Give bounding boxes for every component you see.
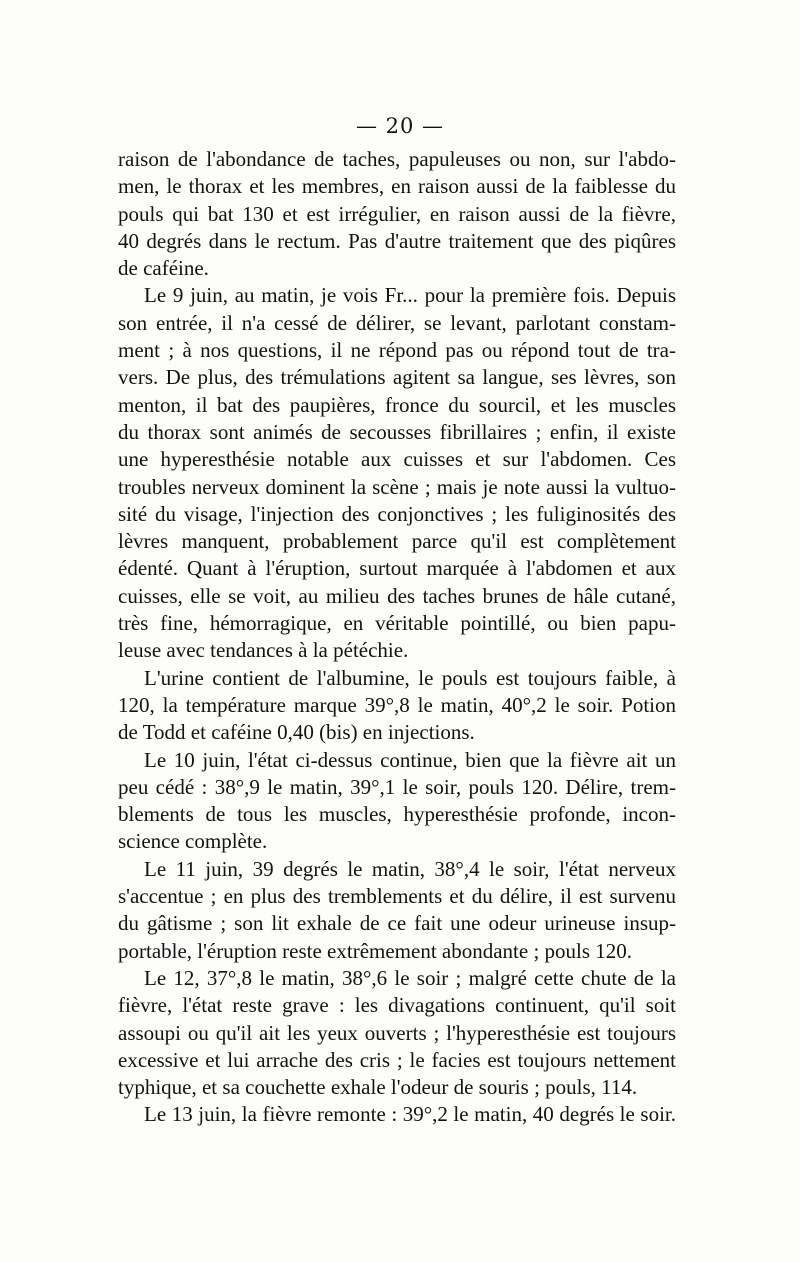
text-line: ment ; à nos questions, il ne répond pas ou répond tout de tra-: [118, 338, 676, 363]
text-line: science complète.: [118, 829, 268, 854]
text-line: sité du visage, l'injection des conjonctives ; les fuliginosités des: [118, 501, 676, 526]
text-line: peu cédé : 38°,9 le matin, 39°,1 le soir, pouls 120. Délire, trem-: [118, 774, 676, 799]
text-line: Le 9 juin, au matin, je vois Fr... pour la première fois. Depuis: [144, 283, 676, 308]
text-line: une hyperesthésie notable aux cuisses et sur l'abdomen. Ces: [118, 447, 676, 472]
page-number: — 20 —: [355, 114, 445, 138]
text-line: leuse avec tendances à la pétéchie.: [118, 638, 409, 663]
text-line: 40 degrés dans le rectum. Pas d'autre traitement que des piqûres: [118, 228, 676, 253]
text-line: blements de tous les muscles, hyperesthésie profonde, incon-: [118, 802, 676, 827]
text-line: menton, il bat des paupières, fronce du sourcil, et les muscles: [118, 392, 676, 417]
text-line: de caféine.: [118, 256, 209, 281]
text-line: son entrée, il n'a cessé de délirer, se levant, parlotant constam-: [118, 310, 676, 335]
text-line: L'urine contient de l'albumine, le pouls est toujours faible, à: [144, 665, 676, 690]
text-line: troubles nerveux dominent la scène ; mais je note aussi la vultuo-: [118, 474, 676, 499]
text-line: lèvres manquent, probablement parce qu'il est complètement: [118, 529, 676, 554]
text-line: typhique, et sa couchette exhale l'odeur de souris ; pouls, 114.: [118, 1075, 638, 1100]
text-line: cuisses, elle se voit, au milieu des taches brunes de hâle cutané,: [118, 583, 676, 608]
text-line: de Todd et caféine 0,40 (bis) en injections.: [118, 720, 475, 745]
text-line: Le 12, 37°,8 le matin, 38°,6 le soir ; malgré cette chute de la: [144, 965, 676, 990]
text-line: men, le thorax et les membres, en raison aussi de la faiblesse du: [118, 174, 676, 199]
text-line: du gâtisme ; son lit exhale de ce fait une odeur urineuse insup-: [118, 911, 676, 936]
text-line: Le 11 juin, 39 degrés le matin, 38°,4 le soir, l'état nerveux: [144, 856, 676, 881]
text-line: assoupi ou qu'il ait les yeux ouverts ; l'hyperesthésie est toujours: [118, 1020, 676, 1045]
text-line: très fine, hémorragique, en véritable pointillé, ou bien papu-: [118, 611, 676, 636]
text-line: s'accentue ; en plus des tremblements et du délire, il est survenu: [118, 884, 676, 909]
text-line: édenté. Quant à l'éruption, surtout marquée à l'abdomen et aux: [118, 556, 676, 581]
text-line: raison de l'abondance de taches, papuleuses ou non, sur l'abdo-: [118, 147, 676, 171]
text-line: portable, l'éruption reste extrêmement abondante ; pouls 120.: [118, 938, 633, 963]
text-line: du thorax sont animés de secousses fibrillaires ; enfin, il existe: [118, 419, 676, 444]
text-line: excessive et lui arrache des cris ; le facies est toujours nettement: [118, 1047, 676, 1072]
text-line: 120, la température marque 39°,8 le matin, 40°,2 le soir. Potion: [118, 692, 676, 717]
text-line: Le 10 juin, l'état ci-dessus continue, bien que la fièvre ait un: [144, 747, 676, 772]
body-text: [118, 146, 676, 1129]
text-line: Le 13 juin, la fièvre remonte : 39°,2 le matin, 40 degrés le soir.: [144, 1102, 676, 1127]
text-line: vers. De plus, des trémulations agitent sa langue, ses lèvres, son: [118, 365, 676, 390]
text-line: pouls qui bat 130 et est irrégulier, en raison aussi de la fièvre,: [118, 201, 676, 226]
text-line: fièvre, l'état reste grave : les divagations continuent, qu'il soit: [118, 993, 676, 1018]
